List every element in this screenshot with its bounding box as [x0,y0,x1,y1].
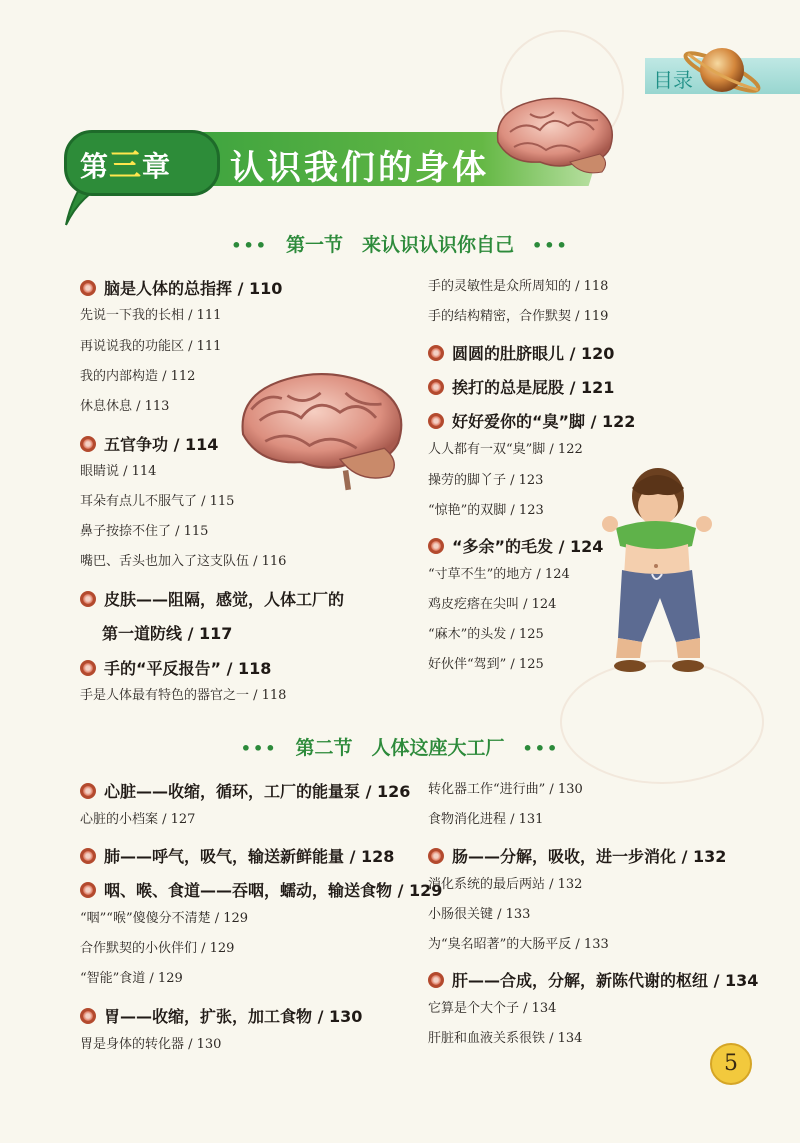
section-header [0,733,800,760]
toc-heading[interactable]: 手的“平反报告” / 118 [80,659,271,679]
toc-subentry[interactable]: 心脏的小档案 / 127 [80,812,196,827]
toc-subentry[interactable]: 耳朵有点儿不服气了 / 115 [80,494,235,509]
chapter-label [80,140,171,186]
toc-heading[interactable]: 心脏——收缩，循环，工厂的能量泵 / 126 [80,782,410,802]
toc-heading[interactable]: 脑是人体的总指挥 / 110 [80,279,282,299]
section-dots: ••• [240,739,278,758]
toc-heading[interactable]: 皮肤——阻隔，感觉，人体工厂的 [80,590,344,610]
section-dots: ••• [231,236,268,255]
toc-subentry[interactable]: “寸草不生”的地方 / 124 [428,567,570,582]
toc-subentry[interactable]: “麻木”的头发 / 125 [428,627,544,642]
toc-heading[interactable]: 肠——分解，吸收，进一步消化 / 132 [428,847,726,867]
brain-illustration [232,360,412,495]
toc-subentry[interactable]: 再说说我的功能区 / 111 [80,339,222,354]
chapter-label-suffix: 章 [142,150,172,183]
toc-subentry[interactable]: 我的内部构造 / 112 [80,369,196,384]
toc-subentry[interactable]: 眼睛说 / 114 [80,464,157,479]
section-header [0,230,800,257]
toc-subentry[interactable]: 嘴巴、舌头也加入了这支队伍 / 116 [80,554,287,569]
toc-subentry[interactable]: 好伙伴“驾到” / 125 [428,657,544,672]
toc-heading[interactable]: 五官争功 / 114 [80,435,218,455]
toc-heading[interactable]: 胃——收缩，扩张，加工食物 / 130 [80,1007,362,1027]
toc-subentry[interactable]: 手的结构精密，合作默契 / 119 [428,309,609,324]
toc-subentry[interactable]: 鸡皮疙瘩在尖叫 / 124 [428,597,557,612]
section-dots: ••• [532,236,569,255]
toc-subentry[interactable]: 人人都有一双“臭”脚 / 122 [428,442,583,457]
toc-subentry[interactable]: “智能”食道 / 129 [80,971,183,986]
toc-subentry[interactable]: 为“臭名昭著”的大肠平反 / 133 [428,937,609,952]
toc-heading[interactable]: 好好爱你的“臭”脚 / 122 [428,412,635,432]
toc-heading[interactable]: “多余”的毛发 / 124 [428,537,603,557]
toc-subentry[interactable]: 休息休息 / 113 [80,399,170,414]
chapter-number: 三 [109,146,143,184]
toc-subentry[interactable]: “咽”“喉”傻傻分不清楚 / 129 [80,911,249,926]
toc-heading[interactable]: 肝——合成，分解，新陈代谢的枢纽 / 134 [428,971,758,991]
toc-heading[interactable]: 肺——呼气，吸气，输送新鲜能量 / 128 [80,847,394,867]
toc-tab-label: 目录 [653,68,693,92]
toc-subentry[interactable]: 食物消化进程 / 131 [428,812,544,827]
toc-subentry[interactable]: 手是人体最有特色的器官之一 / 118 [80,688,287,703]
toc-subentry[interactable]: 肝脏和血液关系很铁 / 134 [428,1031,583,1046]
brain-illustration [490,92,620,182]
toc-subentry[interactable]: 手的灵敏性是众所周知的 / 118 [428,279,609,294]
toc-subentry[interactable]: 它算是个大个子 / 134 [428,1001,557,1016]
toc-subentry[interactable]: 操劳的脚丫子 / 123 [428,473,544,488]
toc-heading[interactable]: 圆圆的肚脐眼儿 / 120 [428,344,614,364]
section-title: 第一节 来认识认识你自己 [285,234,514,256]
saturn-icon [680,40,765,100]
toc-subentry[interactable]: 合作默契的小伙伴们 / 129 [80,941,235,956]
toc-subentry[interactable]: 先说一下我的长相 / 111 [80,308,222,323]
toc-subentry[interactable]: 胃是身体的转化器 / 130 [80,1037,222,1052]
chapter-label-prefix: 第 [80,150,110,183]
chapter-title: 认识我们的身体 [230,148,489,188]
toc-subentry[interactable]: 小肠很关键 / 133 [428,907,531,922]
page-number: 5 [710,1043,752,1085]
section-title: 第二节 人体这座大工厂 [295,737,505,759]
toc-subentry[interactable]: 转化器工作“进行曲” / 130 [428,782,583,797]
toc-subentry[interactable]: 鼻子按捺不住了 / 115 [80,524,209,539]
toc-heading[interactable]: 咽、喉、食道——吞咽，蠕动，输送食物 / 129 [80,881,442,901]
toc-heading[interactable]: 挨打的总是屁股 / 121 [428,378,614,398]
section-dots: ••• [522,739,560,758]
toc-subentry[interactable]: “惊艳”的双脚 / 123 [428,503,544,518]
toc-heading-continuation[interactable]: 第一道防线 / 117 [102,624,233,643]
child-illustration [596,458,718,680]
toc-subentry[interactable]: 消化系统的最后两站 / 132 [428,877,583,892]
